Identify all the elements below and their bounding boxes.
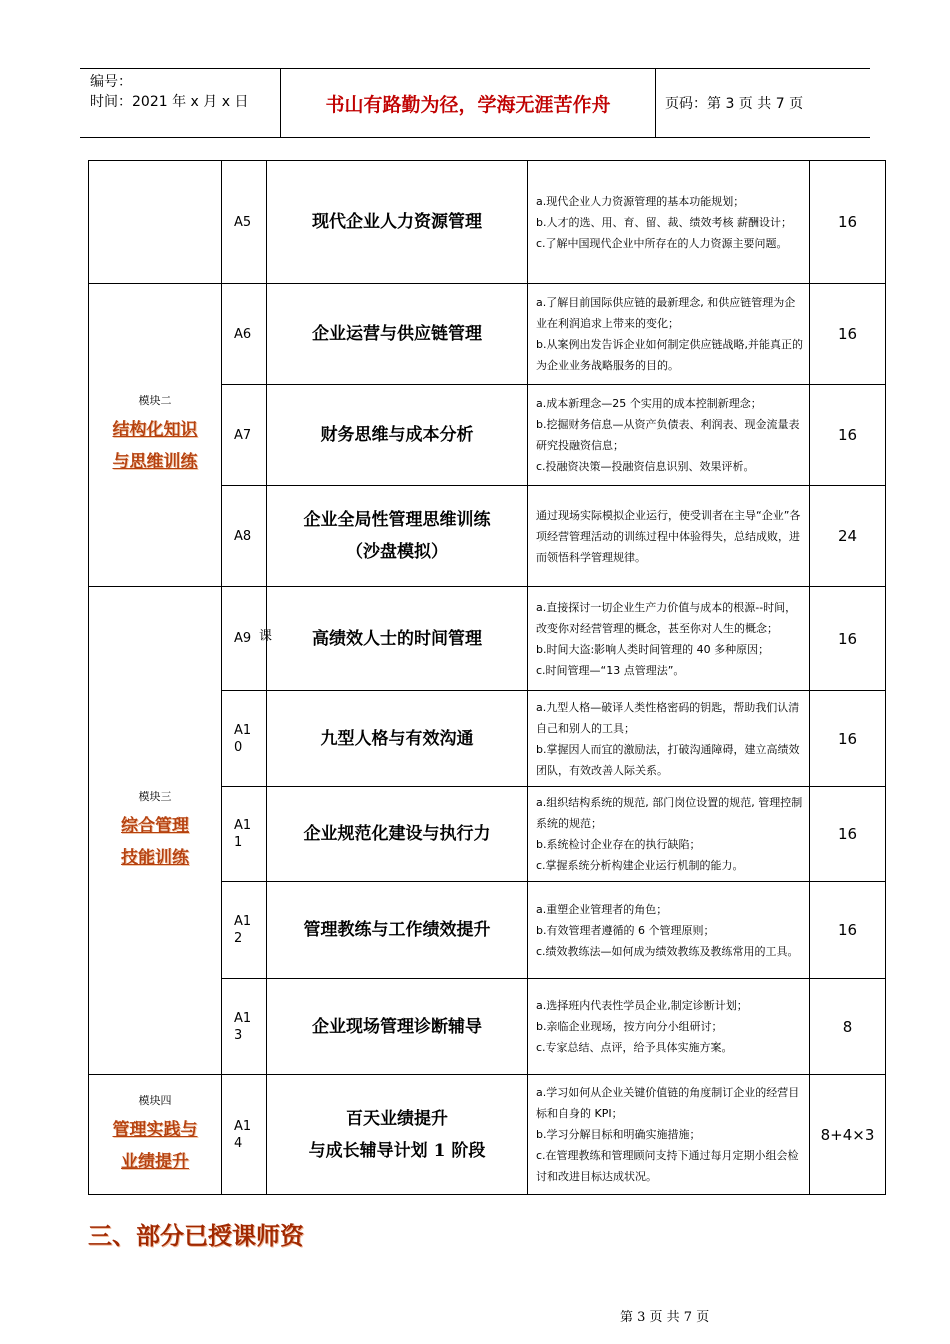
table-row — [89, 161, 886, 284]
course-hours-text: 16 — [837, 825, 858, 843]
course-code-text: A1 2 — [234, 914, 252, 946]
course-description-text: a.了解目前国际供应链的最新理念, 和供应链管理为企业在利润追求上带来的变化； b.从案例出发告诉企业如何制定供应链战略,并能真正的为企业业务战略服务的目的。 — [536, 296, 803, 372]
course-code — [222, 486, 267, 587]
page-footer: 第 3 页 共 7 页 — [620, 1310, 710, 1325]
course-name-text: 企业现场管理诊断辅导 — [312, 1016, 482, 1037]
course-name-text: 财务思维与成本分析 — [320, 425, 474, 445]
course-description-text: 通过现场实际模拟企业运行，使受训者在主导“企业”各项经营管理活动的训练过程中体验得失，总结成败，进而领悟科学管理规律。 — [536, 508, 801, 564]
course-description — [528, 882, 810, 979]
course-name — [267, 691, 528, 787]
course-hours-text: 8+4×3 — [820, 1125, 875, 1144]
course-description — [528, 787, 810, 882]
course-description — [528, 691, 810, 787]
header-meta — [80, 69, 280, 137]
course-description — [528, 979, 810, 1075]
course-code-text: A1 0 — [234, 722, 252, 755]
course-description — [528, 1075, 810, 1195]
course-code — [222, 882, 267, 979]
course-code — [222, 385, 267, 486]
table-row — [89, 1075, 886, 1195]
course-hours-text: 8 — [842, 1017, 853, 1036]
course-name — [267, 161, 528, 284]
course-code — [222, 284, 267, 385]
module-title: 综合管理 技能训练 — [121, 815, 189, 868]
course-description-text: a.学习如何从企业关键价值链的角度制订企业的经营目标和自身的 KPI； b.学习分解目标和明确实施措施； c.在管理教练和管理顾问支持下通过每月定期小组会检讨和改进目标达成状况。 — [536, 1086, 800, 1183]
course-description — [528, 385, 810, 486]
course-description — [528, 486, 810, 587]
course-hours — [810, 882, 886, 979]
course-hours-text: 24 — [837, 527, 858, 545]
section-title: 三、部分已授课师资 — [88, 1222, 304, 1250]
course-description-text: a.组织结构系统的规范, 部门岗位设置的规范, 管理控制系统的规范； b.系统检讨企业存在的执行缺陷； c.掌握系统分析构建企业运行机制的能力。 — [536, 796, 803, 872]
course-description-text: a.成本新理念—25 个实用的成本控制新理念； b.挖掘财务信息—从资产负债表、利润表、现金流量表研究投融资信息； c.投融资决策—投融资信息识别、效果评析。 — [536, 397, 800, 473]
course-code-text: A1 1 — [234, 818, 252, 850]
course-name-text: 企业运营与供应链管理 — [312, 324, 482, 344]
course-description-text: a.现代企业人力资源管理的基本功能规划； b.人才的选、用、育、留、裁、绩效考核 薪酬设计； c.了解中国现代企业中所存在的人力资源主要问题。 — [536, 194, 792, 250]
table-row — [89, 284, 886, 385]
course-description-text: a.直接探讨一切企业生产力价值与成本的根源--时间，改变你对经营管理的概念，甚至你对人生的概念； b.时间大盗:影响人类时间管理的 40 多种原因； c.时间管理—“13 点管理法”。 — [536, 600, 797, 677]
course-code-text: A1 4 — [234, 1118, 252, 1151]
course-code-text: A5 — [234, 214, 252, 230]
course-name — [267, 787, 528, 882]
course-note: 课 — [259, 629, 273, 644]
course-hours-text: 16 — [837, 729, 858, 748]
course-hours — [810, 1075, 886, 1195]
module-cell — [89, 284, 222, 587]
module-label: 模块四 — [138, 1093, 172, 1107]
module-cell — [89, 161, 222, 284]
course-code — [222, 1075, 267, 1195]
course-name-text: 高绩效人士的时间管理 — [312, 628, 482, 649]
course-name-text: 管理教练与工作绩效提升 — [303, 920, 491, 940]
course-hours — [810, 161, 886, 284]
page-header — [80, 68, 870, 138]
curriculum-table — [88, 160, 886, 1195]
course-name — [259, 587, 528, 691]
course-description — [528, 161, 810, 284]
course-name — [267, 1075, 528, 1195]
module-cell — [89, 587, 222, 1075]
course-code-text: A6 — [234, 326, 252, 342]
course-hours-text: 16 — [837, 629, 858, 648]
course-name-text: 百天业绩提升 与成长辅导计划 1 阶段 — [308, 1108, 486, 1161]
course-name — [267, 385, 528, 486]
course-hours-text: 16 — [837, 921, 858, 939]
course-hours — [810, 284, 886, 385]
course-code-text: A9 — [234, 631, 252, 646]
course-code — [222, 979, 267, 1075]
table-row — [89, 587, 886, 691]
course-hours — [810, 587, 886, 691]
course-hours — [810, 385, 886, 486]
course-hours — [810, 691, 886, 787]
course-description — [528, 284, 810, 385]
course-hours-text: 16 — [837, 325, 858, 343]
course-name-text: 企业全局性管理思维训练 （沙盘模拟） — [303, 510, 491, 562]
course-hours-text: 16 — [837, 426, 858, 444]
course-code — [222, 787, 267, 882]
course-name — [267, 979, 528, 1075]
course-hours-text: 16 — [837, 213, 858, 231]
course-hours — [810, 979, 886, 1075]
course-name-text: 九型人格与有效沟通 — [320, 728, 474, 749]
course-description — [528, 587, 810, 691]
date-label: 时间：2021 年 x 月 x 日 — [90, 94, 249, 110]
module-label: 模块二 — [138, 394, 172, 407]
course-description-text: a.九型人格—破译人类性格密码的钥匙，帮助我们认清自己和别人的工具； b.掌握因人而宜的激励法，打破沟通障碍，建立高绩效团队，有效改善人际关系。 — [536, 700, 800, 777]
course-description-text: a.选择班内代表性学员企业,制定诊断计划； b.亲临企业现场，按方向分小组研讨； c.专家总结、点评，给予具体实施方案。 — [536, 999, 748, 1054]
course-code-text: A7 — [234, 427, 252, 443]
module-title: 结构化知识 与思维训练 — [112, 420, 198, 472]
course-hours — [810, 486, 886, 587]
course-code-text: A8 — [234, 528, 252, 544]
course-name-text: 企业规范化建设与执行力 — [303, 824, 491, 844]
module-cell — [89, 1075, 222, 1195]
module-label: 模块三 — [138, 789, 172, 803]
course-name — [267, 486, 528, 587]
module-title: 管理实践与 业绩提升 — [112, 1119, 198, 1172]
course-description-text: a.重塑企业管理者的角色； b.有效管理者遵循的 6 个管理原则； c.绩效教练法—如何成为绩效教练及教练常用的工具。 — [536, 902, 799, 958]
course-name — [267, 284, 528, 385]
page-info: 页码：第 3 页 共 7 页 — [665, 96, 804, 112]
number-label: 编号： — [90, 74, 132, 90]
course-code — [222, 161, 267, 284]
course-code — [222, 691, 267, 787]
course-code-text: A1 3 — [234, 1010, 252, 1043]
motto: 书山有路勤为径，学海无涯苦作舟 — [280, 69, 656, 137]
course-name-text: 现代企业人力资源管理 — [312, 212, 482, 232]
course-hours — [810, 787, 886, 882]
course-name — [267, 882, 528, 979]
